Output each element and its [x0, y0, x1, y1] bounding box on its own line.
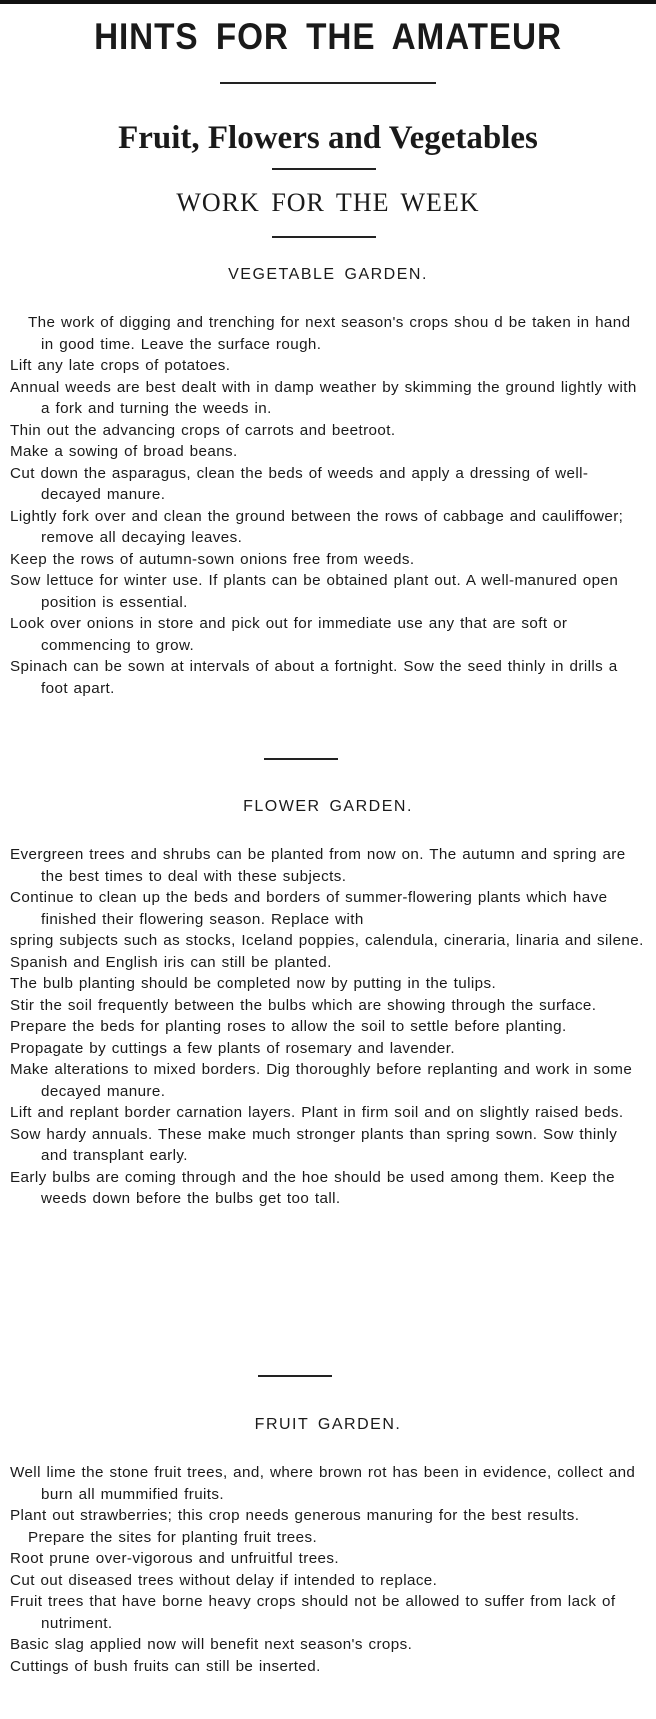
section-heading-vegetable: VEGETABLE GARDEN.: [228, 266, 428, 283]
section-body-vegetable: [10, 312, 646, 699]
list-item: Make alterations to mixed borders. Dig thoroughly before replanting and work in some decayed manure.: [10, 1061, 633, 1100]
section-heading-flower: FLOWER GARDEN.: [243, 798, 413, 815]
list-item: Annual weeds are best dealt with in damp weather by skimming the ground lightly with a fork and turning the weeds in.: [10, 378, 637, 417]
list-item: Lift and replant border carnation layers. Plant in firm soil and on slightly raised beds.: [10, 1104, 624, 1121]
section-body-fruit: [10, 1462, 646, 1677]
list-item: Fruit trees that have borne heavy crops should not be allowed to suffer from lack of nutriment.: [10, 1593, 616, 1632]
list-item: Plant out strawberries; this crop needs generous manuring for the best results.: [10, 1507, 580, 1524]
list-item: Prepare the beds for planting roses to allow the soil to settle before planting.: [10, 1018, 567, 1035]
list-item: Cuttings of bush fruits can still be inserted.: [10, 1657, 321, 1675]
list-item: The bulb planting should be completed now by putting in the tulips.: [10, 975, 497, 992]
list-item: Lift any late crops of potatoes.: [10, 357, 231, 374]
list-item: Sow hardy annuals. These make much stronger plants than spring sown. Sow thinly and transplant early.: [10, 1125, 618, 1164]
section-body-flower: [10, 844, 646, 1210]
page-subtitle: Fruit, Flowers and Vegetables: [118, 120, 538, 156]
list-item: Cut out diseased trees without delay if intended to replace.: [10, 1571, 438, 1589]
top-border-rule: [0, 0, 656, 4]
list-item: Well lime the stone fruit trees, and, where brown rot has been in evidence, collect and burn all mummified fruits.: [10, 1464, 636, 1503]
list-item: Spanish and English iris can still be planted.: [10, 953, 332, 971]
list-item: Prepare the sites for planting fruit trees.: [28, 1528, 318, 1546]
divider-rule: [264, 758, 338, 760]
list-item: Propagate by cuttings a few plants of rosemary and lavender.: [10, 1039, 455, 1057]
divider-rule: [272, 168, 376, 170]
list-item: Stir the soil frequently between the bulbs which are showing through the surface.: [10, 996, 597, 1014]
divider-rule: [272, 236, 376, 238]
list-item: Keep the rows of autumn-sown onions free from weeds.: [10, 550, 415, 568]
list-item: Cut down the asparagus, clean the beds of weeds and apply a dressing of well-decayed manure.: [10, 464, 589, 503]
list-item: Make a sowing of broad beans.: [10, 443, 238, 460]
divider-rule: [258, 1375, 332, 1377]
list-item: Early bulbs are coming through and the hoe should be used among them. Keep the weeds down before the bulbs get too tall.: [10, 1168, 615, 1207]
list-item: Spinach can be sown at intervals of about a fortnight. Sow the seed thinly in drills a foot apart.: [10, 658, 618, 697]
divider-rule: [220, 82, 436, 84]
list-item: Look over onions in store and pick out for immediate use any that are soft or commencing to grow.: [10, 615, 568, 654]
list-item: Sow lettuce for winter use. If plants can be obtained plant out. A well-manured open position is essential.: [10, 572, 619, 611]
list-item: Basic slag applied now will benefit next season's crops.: [10, 1636, 413, 1653]
list-item: Lightly fork over and clean the ground between the rows of cabbage and cauliffower; remove all decaying leaves.: [10, 507, 624, 546]
list-item: The work of digging and trenching for next season's crops shou d be taken in hand in good time. Leave the surface rough.: [28, 314, 631, 353]
list-item: Continue to clean up the beds and borders of summer-flowering plants which have finished their flowering season. Replace with: [10, 889, 608, 928]
week-heading: WORK FOR THE WEEK: [176, 188, 480, 217]
list-item: Root prune over-vigorous and unfruitful trees.: [10, 1550, 340, 1567]
list-item: Evergreen trees and shrubs can be planted from now on. The autumn and spring are the best times to deal with these subjects.: [10, 846, 626, 885]
list-item: Thin out the advancing crops of carrots and beetroot.: [10, 421, 396, 439]
masthead-title: HINTS FOR THE AMATEUR: [94, 16, 562, 57]
section-heading-fruit: FRUIT GARDEN.: [254, 1416, 402, 1433]
list-item: spring subjects such as stocks, Iceland poppies, calendula, cineraria, linaria and silene.: [10, 932, 644, 949]
